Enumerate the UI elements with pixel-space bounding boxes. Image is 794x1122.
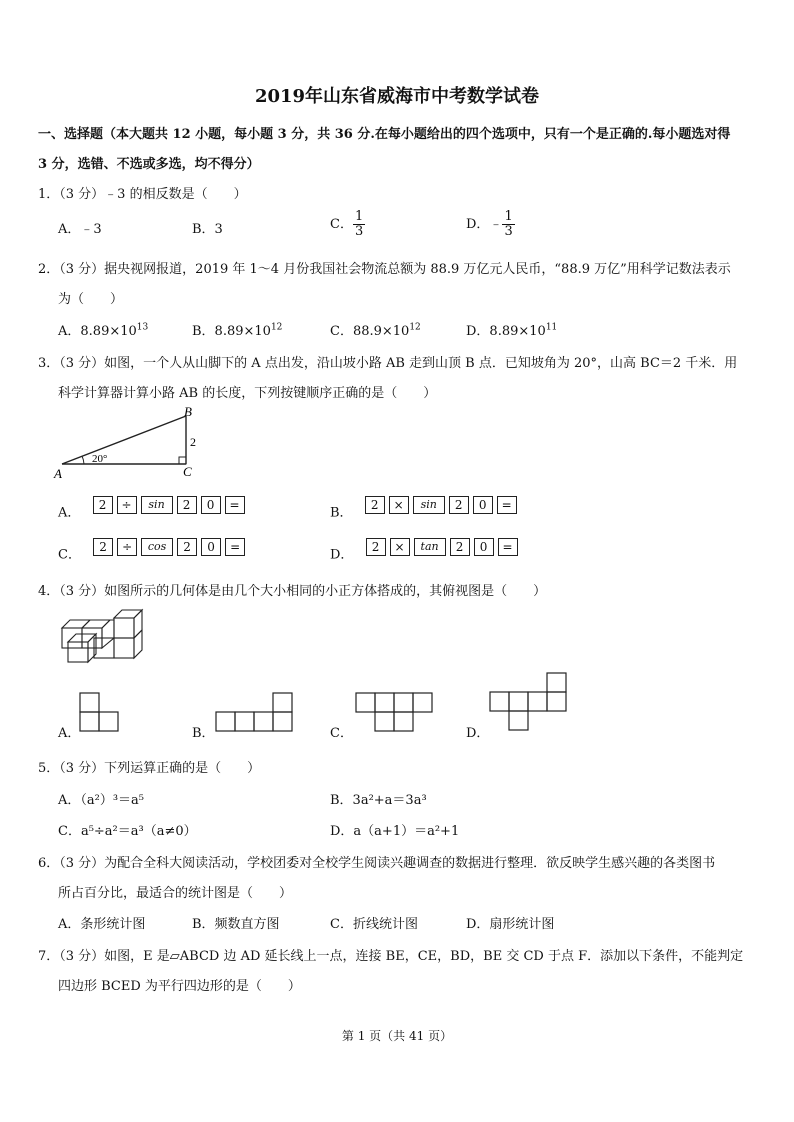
key-sequence-a [93,496,245,514]
q4-option-b-label: B． [192,726,215,741]
q6-option-c: C．折线统计图 [330,917,418,932]
fraction-denominator: 3 [354,224,364,239]
key-tan: tan [414,538,446,556]
q3-option-b-label: B． [330,505,353,521]
q6-stem-line1: 6．（3 分）为配合全科大阅读活动，学校团委对全校学生阅读兴趣调查的数据进行整理．欲反映学生感兴趣的各类图书 [38,856,716,871]
q4-option-c-shape [352,692,436,734]
q5-option-c: C．a⁵÷a²＝a³（a≠0） [58,824,197,839]
page-footer: 第 1 页（共 41 页） [341,1029,453,1043]
key-divide: ÷ [117,538,137,556]
q1-option-c-fraction [353,210,365,239]
key-2: 2 [177,538,197,556]
q1-option-a: A．﹣3 [58,222,102,237]
q4-cube-figure [52,600,152,664]
q5-option-d: D．a（a+1）＝a²+1 [330,824,460,839]
key-2: 2 [449,496,469,514]
key-multiply: × [389,496,409,514]
key-2: 2 [93,496,113,514]
q3-option-d-label: D． [330,547,354,563]
q2-stem-line1: 2．（3 分）据央视网报道，2019 年 1～4 月份我国社会物流总额为 88.9 万亿元人民币，“88.9 万亿”用科学记数法表示 [38,262,731,277]
key-equals: = [498,538,518,556]
q5-option-a: A．（a²）³＝a⁵ [58,793,145,808]
q6-option-d: D．扇形统计图 [466,917,555,932]
q2-option-c-exponent: 12 [409,322,421,333]
q1-option-d-fraction [502,210,514,239]
q3-option-d [330,538,518,563]
q1-option-d [466,210,515,239]
q2-option-c [330,320,421,339]
q3-stem-line1: 3．（3 分）如图，一个人从山脚下的 A 点出发，沿山坡小路 AB 走到山顶 B 点．已知坡角为 20°，山高 BC＝2 千米．用 [38,356,738,371]
q3-option-a [58,496,245,521]
key-sin: sin [141,496,173,514]
q2-option-c-base: C．88.9×10 [330,324,410,339]
key-2: 2 [93,538,113,556]
q2-option-a [58,320,148,339]
q4-option-a-label: A． [58,726,81,741]
q1-stem: 1．（3 分）﹣3 的相反数是（ ） [38,187,247,202]
key-0: 0 [201,496,221,514]
label-b: B [184,404,192,419]
key-sequence-c [93,538,245,556]
key-divide: ÷ [117,496,137,514]
key-2: 2 [450,538,470,556]
key-2: 2 [365,496,385,514]
key-2: 2 [177,496,197,514]
q6-stem-line2: 所占百分比，最适合的统计图是（ ） [58,886,293,901]
q2-option-b-base: B．8.89×10 [192,324,271,339]
q4-option-a-shape [78,692,122,734]
q1-option-c [330,210,365,239]
label-c: C [183,464,192,479]
figure-hypotenuse-ab [62,416,186,464]
q2-option-a-exponent: 13 [136,322,149,333]
fraction-numerator: 1 [354,209,364,224]
section-heading-line1: 一、选择题（本大题共 12 小题，每小题 3 分，共 36 分.在每小题给出的四个选项中，只有一个是正确的.每小题选对得 [38,127,731,142]
q6-option-a: A．条形统计图 [58,917,146,932]
angle-arc [82,456,84,464]
q3-stem-line2: 科学计算器计算小路 AB 的长度，下列按键顺序正确的是（ ） [58,386,437,401]
q3-option-c-label: C． [58,547,81,563]
label-a: A [54,466,62,481]
q3-option-b [330,496,517,521]
q2-option-d-base: D．8.89×10 [466,324,546,339]
q2-option-b [192,320,282,339]
key-sequence-d [366,538,518,556]
q5-stem: 5．（3 分）下列运算正确的是（ ） [38,761,261,776]
q1-option-b: B．3 [192,222,223,237]
q1-option-d-sign: ﹣ [489,217,503,232]
fraction-denominator: 3 [504,224,513,239]
q4-stem: 4．（3 分）如图所示的几何体是由几个大小相同的小正方体搭成的，其俯视图是（ ） [38,584,547,599]
q1-option-c-label: C． [330,217,353,232]
q2-option-d [466,320,557,339]
q4-option-b-shape [212,692,296,734]
q7-stem-line1: 7．（3 分）如图，E 是▱ABCD 边 AD 延长线上一点，连接 BE，CE，BD，BE 交 CD 于点 F．添加以下条件，不能判定 [38,949,744,964]
page-title: 2019年山东省威海市中考数学试卷 [254,86,540,107]
q2-stem-line2: 为（ ） [58,292,124,307]
q4-option-d-label: D． [466,726,490,741]
label-height: 2 [190,435,196,449]
q2-option-d-exponent: 11 [545,322,558,333]
key-0: 0 [201,538,221,556]
right-angle-mark [179,457,186,464]
q3-option-c [58,538,245,563]
key-sin: sin [413,496,445,514]
section-heading-line2: 3 分，选错、不选或多选，均不得分） [38,157,260,172]
q3-slope-figure [50,404,210,484]
q7-stem-line2: 四边形 BCED 为平行四边形的是（ ） [58,979,301,994]
key-2: 2 [366,538,386,556]
q2-option-a-base: A．8.89×10 [58,324,137,339]
q4-option-c-label: C． [330,726,353,741]
key-equals: = [225,496,245,514]
key-sequence-b [365,496,517,514]
key-0: 0 [474,538,494,556]
key-multiply: × [390,538,410,556]
q3-option-a-label: A． [58,505,81,521]
q4-option-d-shape [486,672,570,734]
key-equals: = [497,496,517,514]
q6-option-b: B．频数直方图 [192,917,280,932]
key-cos: cos [141,538,173,556]
q2-option-b-exponent: 12 [270,322,283,333]
q5-option-b: B．3a²+a＝3a³ [330,793,427,808]
key-0: 0 [473,496,493,514]
fraction-numerator: 1 [504,209,513,224]
q1-option-d-label: D． [466,217,490,232]
key-equals: = [225,538,245,556]
label-angle: 20° [92,453,108,465]
